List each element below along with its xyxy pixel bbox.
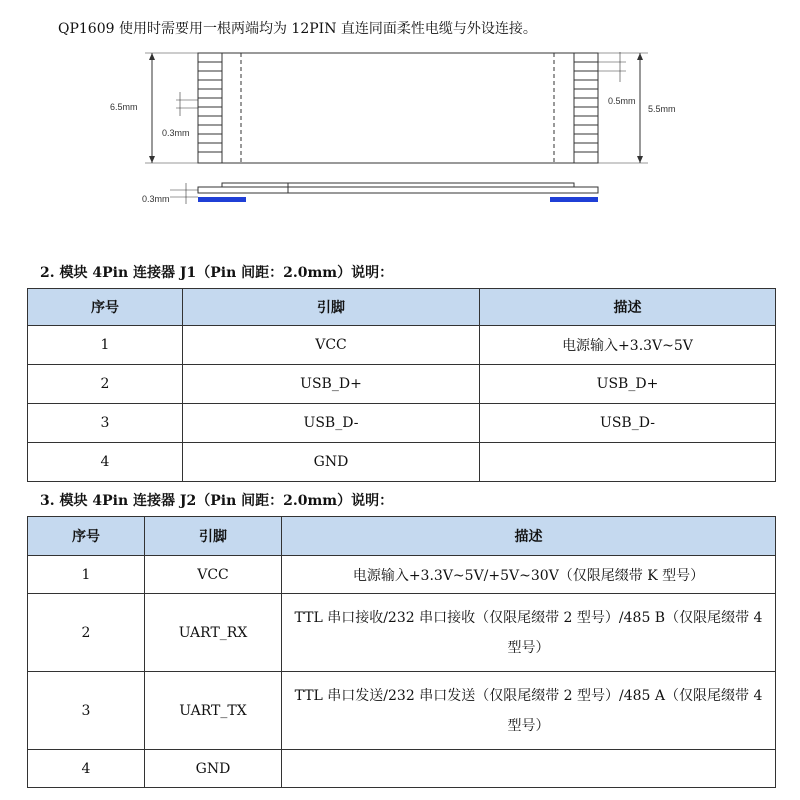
left-contacts <box>198 53 222 163</box>
cell-desc: USB_D- <box>480 404 776 443</box>
cell-pin: USB_D- <box>183 404 480 443</box>
cell-desc: USB_D+ <box>480 365 776 404</box>
cell-desc <box>282 750 776 788</box>
cell-no: 3 <box>28 672 145 750</box>
dim-height-label: 5.5mm <box>648 104 676 114</box>
cell-no: 2 <box>28 365 183 404</box>
cable-side-view <box>170 183 598 204</box>
col-header-desc: 描述 <box>480 289 776 326</box>
cell-desc <box>480 443 776 482</box>
table-row <box>28 672 776 750</box>
cell-pin: GND <box>145 750 282 788</box>
j1-pin-table <box>27 288 776 482</box>
table-row <box>28 443 776 482</box>
cell-pin: UART_RX <box>145 594 282 672</box>
cell-desc: 电源输入+3.3V~5V <box>480 326 776 365</box>
col-header-pin: 引脚 <box>183 289 480 326</box>
cell-pin: VCC <box>145 556 282 594</box>
dim-pitch-label: 6.5mm <box>110 102 138 112</box>
col-header-pin: 引脚 <box>145 517 282 556</box>
col-header-no: 序号 <box>28 289 183 326</box>
table-row <box>28 326 776 365</box>
cell-desc: 电源输入+3.3V~5V/+5V~30V（仅限尾缀带 K 型号） <box>282 556 776 594</box>
table-header-row <box>28 289 776 326</box>
fpc-cable-diagram <box>0 0 800 240</box>
intro-text: QP1609 使用时需要用一根两端均为 12PIN 直连同面柔性电缆与外设连接。 <box>58 21 537 37</box>
dim-pin-width-label: 0.5mm <box>608 96 636 106</box>
table-row <box>28 365 776 404</box>
cell-no: 3 <box>28 404 183 443</box>
dim-thickness-label: 0.3mm <box>142 194 170 204</box>
cell-no: 2 <box>28 594 145 672</box>
cell-pin: GND <box>183 443 480 482</box>
section-j2-heading: 3. 模块 4Pin 连接器 J2（Pin 间距：2.0mm）说明： <box>40 493 394 509</box>
right-contacts <box>574 53 598 163</box>
cell-pin: UART_TX <box>145 672 282 750</box>
cell-no: 1 <box>28 326 183 365</box>
j2-pin-table <box>27 516 776 788</box>
cell-pin: VCC <box>183 326 480 365</box>
table-row <box>28 556 776 594</box>
section-j1-heading: 2. 模块 4Pin 连接器 J1（Pin 间距：2.0mm）说明： <box>40 265 394 281</box>
cell-no: 4 <box>28 750 145 788</box>
table-header-row <box>28 517 776 556</box>
cell-no: 1 <box>28 556 145 594</box>
cell-no: 4 <box>28 443 183 482</box>
cable-body <box>198 53 598 163</box>
cell-desc: TTL 串口发送/232 串口发送（仅限尾缀带 2 型号）/485 A（仅限尾缀带 4 型号） <box>282 672 776 750</box>
col-header-no: 序号 <box>28 517 145 556</box>
col-header-desc: 描述 <box>282 517 776 556</box>
table-row <box>28 404 776 443</box>
dim-width-left-label: 0.3mm <box>162 128 190 138</box>
table-row <box>28 750 776 788</box>
table-row <box>28 594 776 672</box>
cell-pin: USB_D+ <box>183 365 480 404</box>
cell-desc: TTL 串口接收/232 串口接收（仅限尾缀带 2 型号）/485 B（仅限尾缀带 4 型号） <box>282 594 776 672</box>
